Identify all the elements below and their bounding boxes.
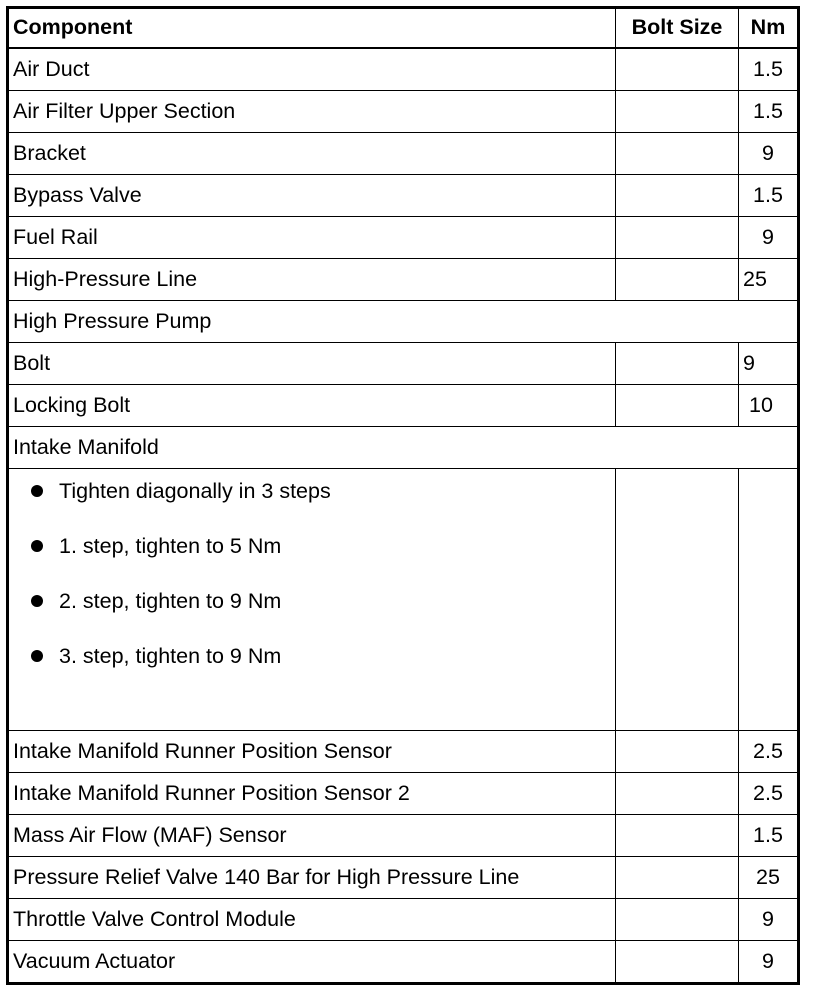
torque-value-cell: 9 — [739, 941, 799, 984]
header-row — [8, 8, 799, 49]
torque-value-cell: 25 — [739, 857, 799, 899]
bullet-icon — [31, 595, 43, 607]
torque-value-cell: 1.5 — [739, 91, 799, 133]
table-row — [8, 91, 799, 133]
instruction-steps-list — [13, 469, 611, 689]
bolt-size-cell — [616, 815, 739, 857]
column-header-nm: Nm — [739, 8, 799, 49]
component-cell: Locking Bolt — [8, 385, 616, 427]
table-row — [8, 941, 799, 984]
bolt-size-cell — [616, 773, 739, 815]
bolt-size-cell — [616, 259, 739, 301]
column-header-component: Component — [8, 8, 616, 49]
table-row — [8, 48, 799, 91]
torque-value-cell: 9 — [739, 899, 799, 941]
table-row — [8, 899, 799, 941]
component-cell: Throttle Valve Control Module — [8, 899, 616, 941]
component-cell: Air Duct — [8, 48, 616, 91]
torque-value-cell: 2.5 — [739, 731, 799, 773]
step-text: 2. step, tighten to 9 Nm — [59, 589, 282, 613]
component-cell: Intake Manifold Runner Position Sensor — [8, 731, 616, 773]
component-cell: Fuel Rail — [8, 217, 616, 259]
component-cell: Air Filter Upper Section — [8, 91, 616, 133]
table-row — [8, 857, 799, 899]
bolt-size-cell — [616, 899, 739, 941]
torque-value-cell: 25 — [739, 259, 799, 301]
bolt-size-cell — [616, 857, 739, 899]
torque-value-cell: 1.5 — [739, 815, 799, 857]
list-item — [13, 579, 611, 634]
torque-value-cell: 9 — [739, 343, 799, 385]
table-row — [8, 343, 799, 385]
torque-spec-table — [6, 6, 800, 985]
component-cell: Bolt — [8, 343, 616, 385]
bolt-size-cell — [616, 133, 739, 175]
bolt-size-cell — [616, 91, 739, 133]
step-text: Tighten diagonally in 3 steps — [59, 479, 331, 503]
torque-value-cell: 9 — [739, 133, 799, 175]
bolt-size-cell — [616, 175, 739, 217]
instruction-steps-row — [8, 469, 799, 731]
component-cell: Mass Air Flow (MAF) Sensor — [8, 815, 616, 857]
bullet-icon — [31, 540, 43, 552]
torque-value-cell: 10 — [739, 385, 799, 427]
table-row — [8, 731, 799, 773]
bullet-icon — [31, 650, 43, 662]
torque-value-cell: 9 — [739, 217, 799, 259]
component-cell: Vacuum Actuator — [8, 941, 616, 984]
torque-value-cell — [739, 469, 799, 731]
bolt-size-cell — [616, 941, 739, 984]
section-row — [8, 301, 799, 343]
bullet-icon — [31, 485, 43, 497]
bolt-size-cell — [616, 385, 739, 427]
component-cell: High-Pressure Line — [8, 259, 616, 301]
torque-value-cell: 1.5 — [739, 48, 799, 91]
bolt-size-cell — [616, 731, 739, 773]
table-row — [8, 773, 799, 815]
table-row — [8, 133, 799, 175]
component-cell: Bypass Valve — [8, 175, 616, 217]
table-row — [8, 259, 799, 301]
section-row — [8, 427, 799, 469]
step-text: 3. step, tighten to 9 Nm — [59, 644, 282, 668]
section-heading: High Pressure Pump — [8, 301, 799, 343]
list-item — [13, 524, 611, 579]
bolt-size-cell — [616, 469, 739, 731]
torque-value-cell: 2.5 — [739, 773, 799, 815]
section-heading: Intake Manifold — [8, 427, 799, 469]
instruction-steps-cell — [8, 469, 616, 731]
table-row — [8, 815, 799, 857]
bolt-size-cell — [616, 217, 739, 259]
step-text: 1. step, tighten to 5 Nm — [59, 534, 282, 558]
table-row — [8, 385, 799, 427]
bolt-size-cell — [616, 48, 739, 91]
list-item — [13, 634, 611, 689]
bolt-size-cell — [616, 343, 739, 385]
column-header-bolt-size: Bolt Size — [616, 8, 739, 49]
table-row — [8, 175, 799, 217]
component-cell: Intake Manifold Runner Position Sensor 2 — [8, 773, 616, 815]
torque-value-cell: 1.5 — [739, 175, 799, 217]
list-item — [13, 469, 611, 524]
component-cell: Pressure Relief Valve 140 Bar for High Pressure Line — [8, 857, 616, 899]
table-row — [8, 217, 799, 259]
component-cell: Bracket — [8, 133, 616, 175]
